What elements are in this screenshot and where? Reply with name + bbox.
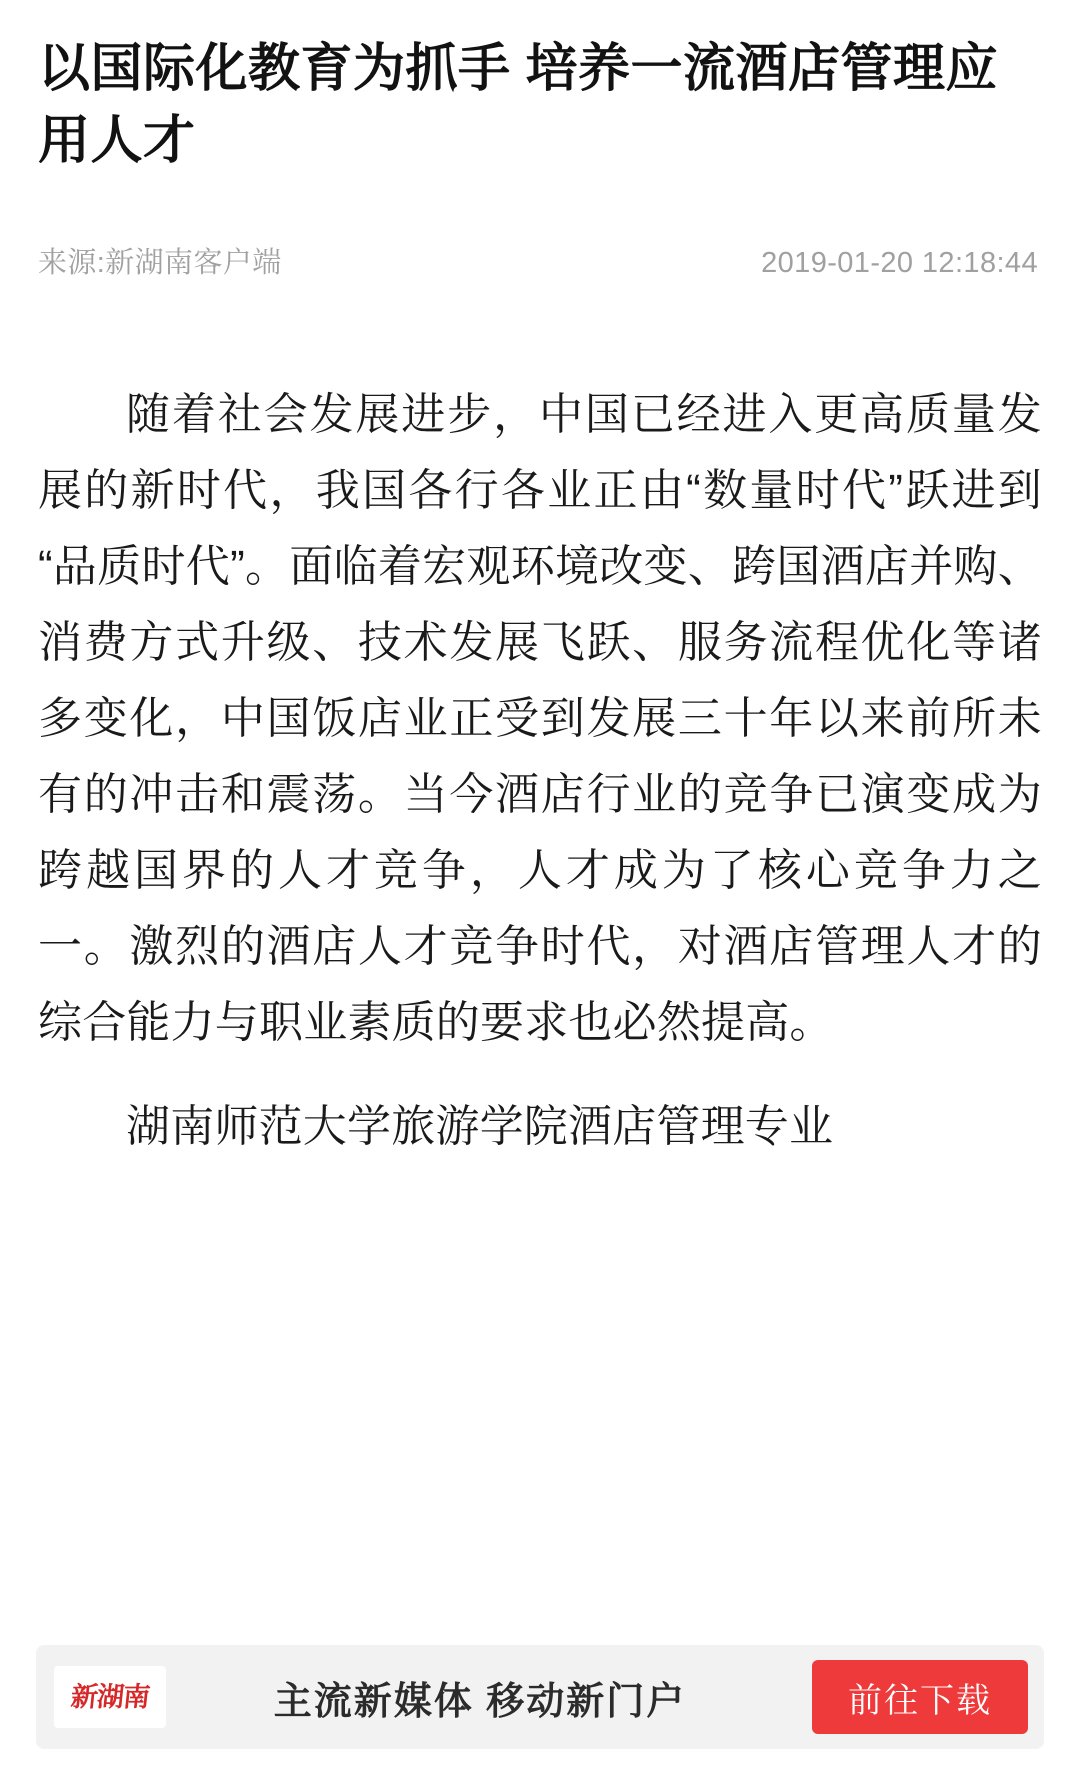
brand-logo-text: 新湖南 [69, 1681, 151, 1712]
article-body [36, 377, 1044, 1165]
article-meta [36, 240, 1044, 281]
app-download-banner[interactable] [36, 1645, 1044, 1749]
article-paragraph: 湖南师范大学旅游学院酒店管理专业 [126, 1101, 834, 1151]
article-paragraph: 随着社会发展进步，中国已经进入更高质量发展的新时代，我国各行各业正由“数量时代”跃进到“品质时代”。面临着宏观环境改变、跨国酒店并购、消费方式升级、技术发展飞跃、服务流程优化等诸多变化，中国饭店业正受到发展三十年以来前所未有的冲击和震荡。当今酒店行业的竞争已演变成为跨越国界的人才竞争，人才成为了核心竞争力之一。激烈的酒店人才竞争时代，对酒店管理人才的综合能力与职业素质的要求也必然提高。 [38, 389, 1042, 1047]
article-source: 来源:新湖南客户端 [38, 246, 282, 279]
download-button[interactable]: 前往下载 [812, 1660, 1028, 1734]
article-timestamp: 2019-01-20 12:18:44 [761, 246, 1038, 279]
brand-logo [54, 1666, 166, 1728]
page-title: 以国际化教育为抓手 培养一流酒店管理应用人才 [38, 40, 998, 170]
banner-slogan: 主流新媒体 移动新门户 [273, 1680, 687, 1723]
